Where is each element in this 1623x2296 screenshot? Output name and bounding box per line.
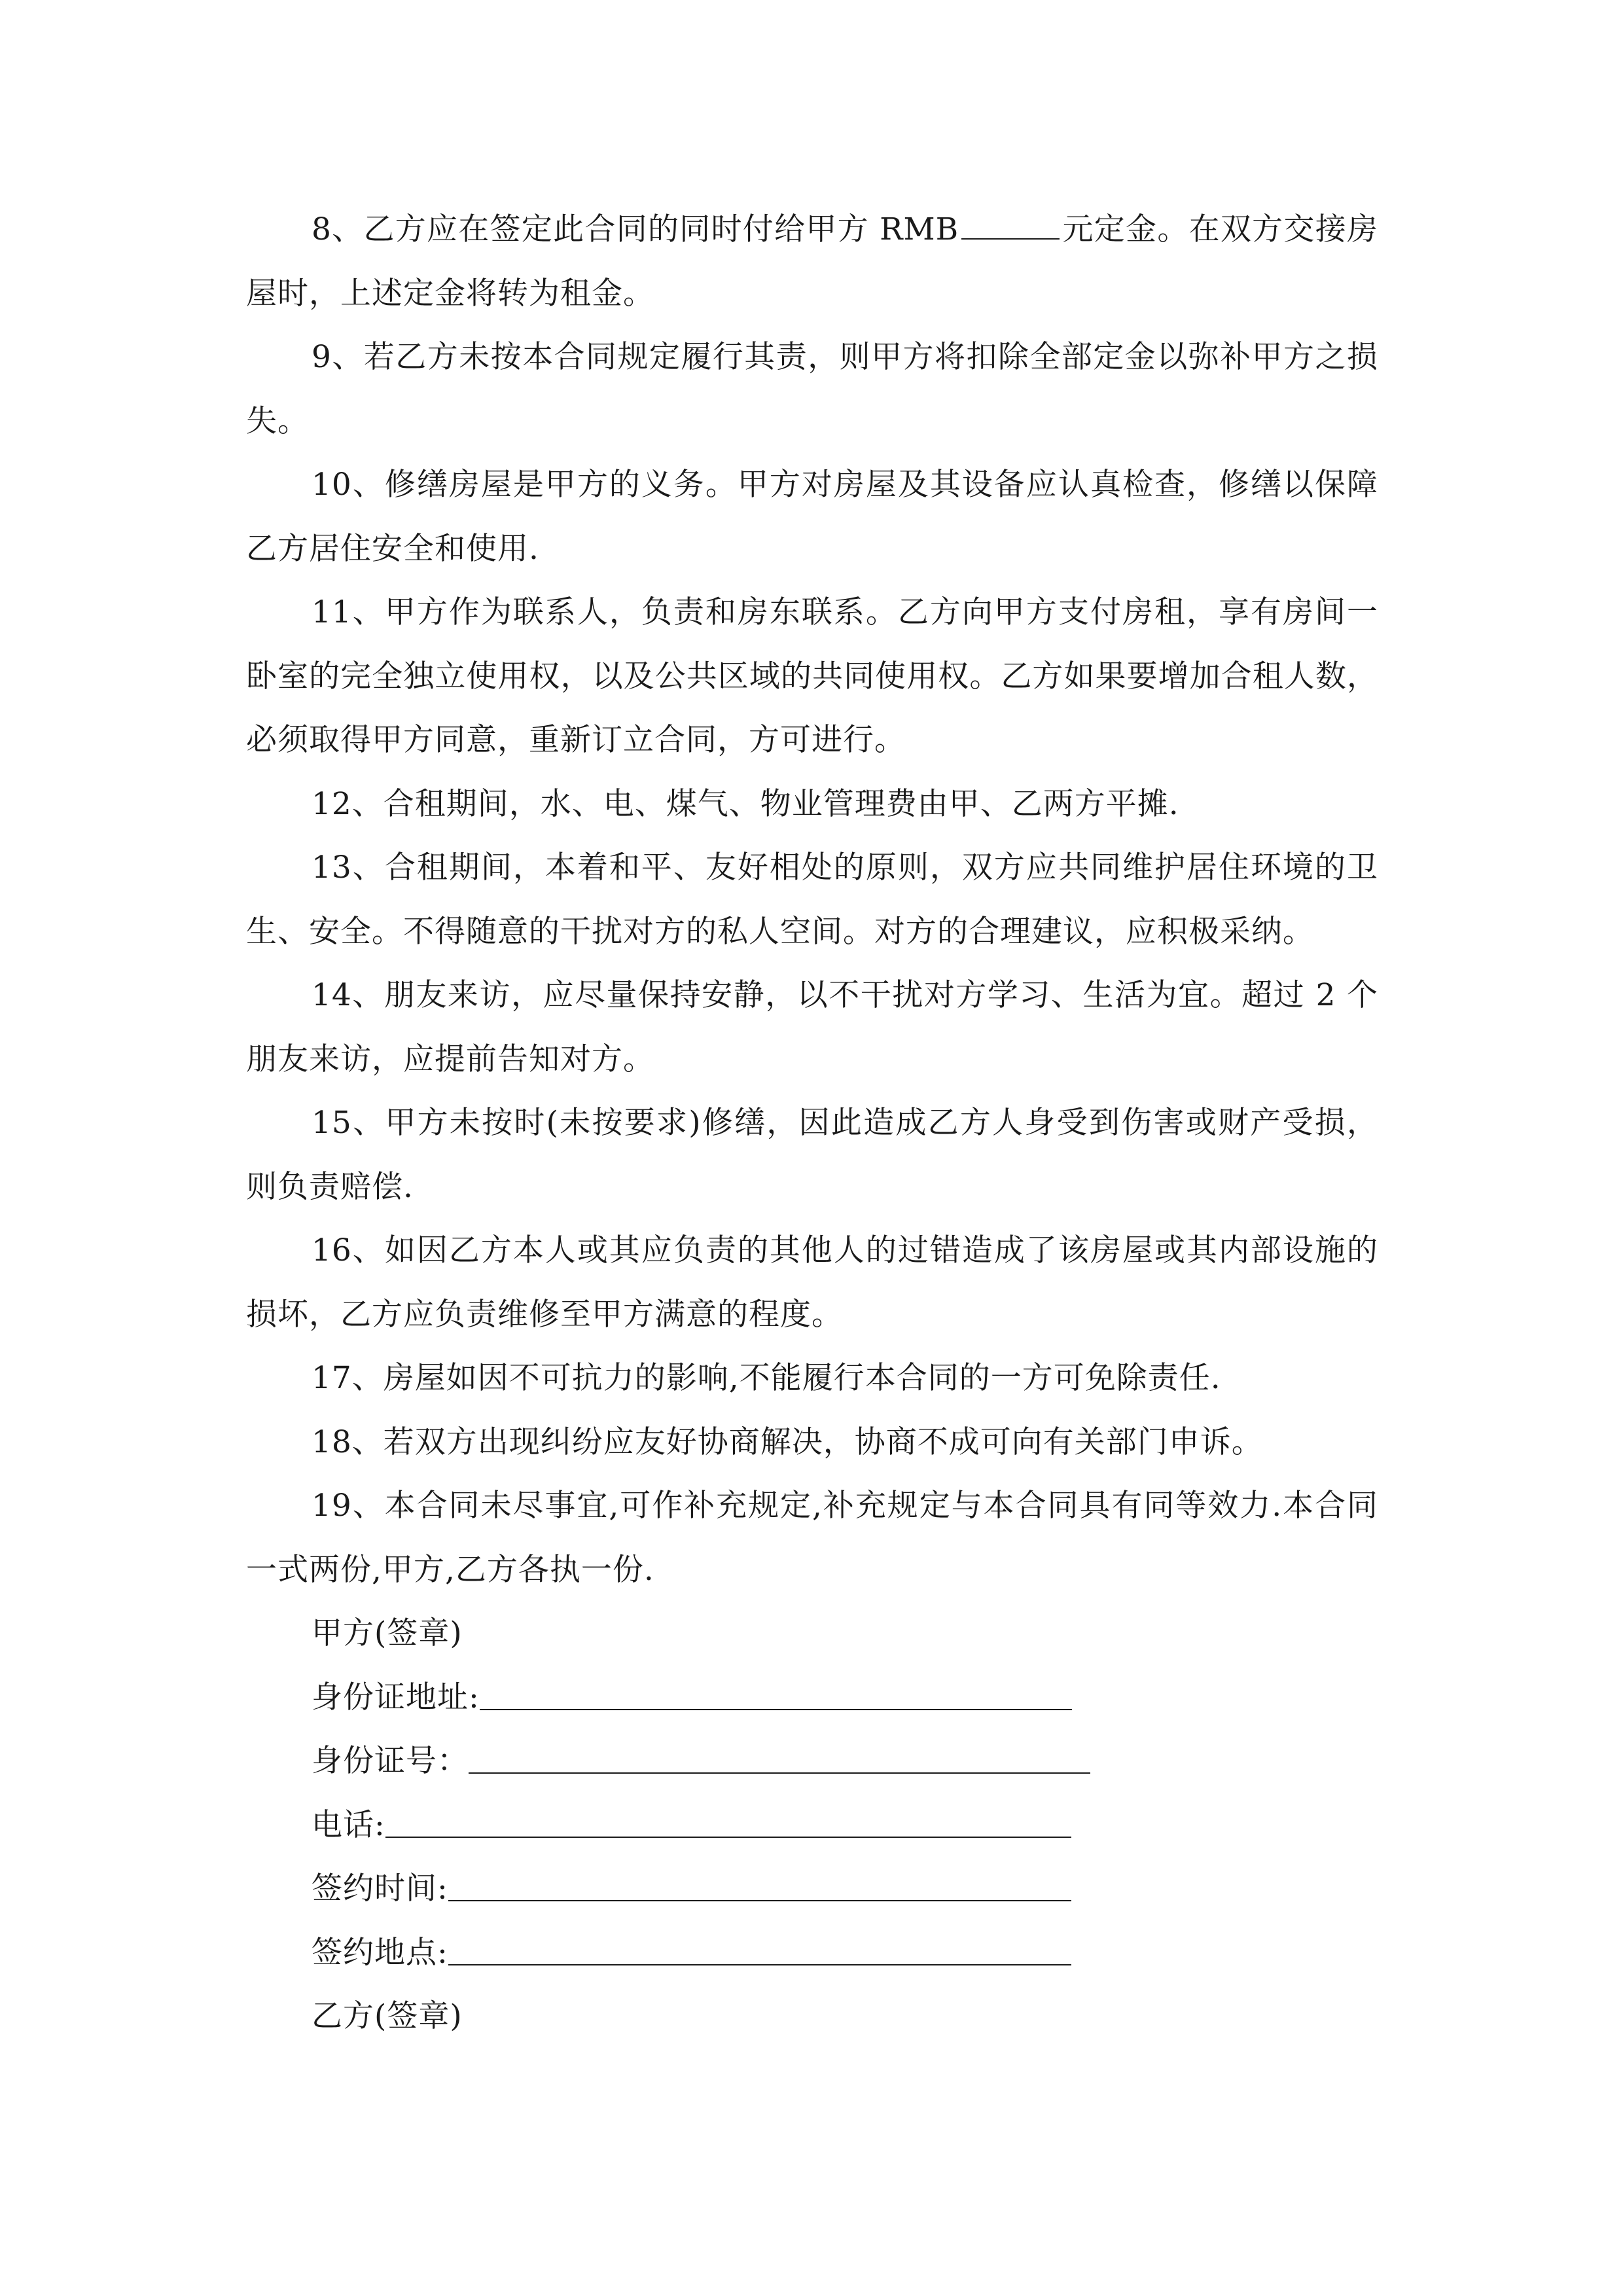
phone-row: 电话: [246, 1793, 1378, 1857]
phone-line[interactable] [385, 1836, 1071, 1838]
clause-19: 19、本合同未尽事宜,可作补充规定,补充规定与本合同具有同等效力.本合同一式两份,甲方,乙方各执一份. [246, 1488, 1378, 1588]
party-b-signature: 乙方(签章) [312, 1998, 463, 2034]
clause-9: 9、若乙方未按本合同规定履行其责，则甲方将扣除全部定金以弥补甲方之损失。 [246, 339, 1378, 439]
clause-11: 11、甲方作为联系人，负责和房东联系。乙方向甲方支付房租，享有房间一卧室的完全独立使用权，以及公共区域的共同使用权。乙方如果要增加合租人数，必须取得甲方同意，重新订立合同，方可进行。 [246, 594, 1378, 758]
clause-16: 16、如因乙方本人或其应负责的其他人的过错造成了该房屋或其内部设施的损坏，乙方应负责维修至甲方满意的程度。 [246, 1232, 1378, 1333]
clause-15: 15、甲方未按时(未按要求)修缮，因此造成乙方人身受到伤害或财产受损，则负责赔偿. [246, 1105, 1378, 1205]
sign-place-line[interactable] [448, 1964, 1071, 1965]
id-number-row: 身份证号： [246, 1729, 1378, 1793]
party-a-signature: 甲方(签章) [312, 1615, 463, 1651]
contract-body [246, 198, 1378, 2049]
clause-10: 10、修缮房屋是甲方的义务。甲方对房屋及其设备应认真检查，修缮以保障乙方居住安全和使用. [246, 467, 1378, 567]
clause-14: 14、朋友来访，应尽量保持安静，以不干扰对方学习、生活为宜。超过 2 个朋友来访，应提前告知对方。 [246, 977, 1378, 1077]
clause-8: 8、乙方应在签定此合同的同时付给甲方 RMB 元定金。在双方交接房屋时，上述定金将转为租金。 [246, 211, 1378, 312]
sign-time-row: 签约时间: [246, 1857, 1378, 1921]
sign-time-line[interactable] [448, 1899, 1071, 1901]
id-address-row: 身份证地址: [246, 1666, 1378, 1730]
clause-17: 17、房屋如因不可抗力的影响,不能履行本合同的一方可免除责任. [312, 1360, 1221, 1396]
clause-13: 13、合租期间，本着和平、友好相处的原则，双方应共同维护居住环境的卫生、安全。不得随意的干扰对方的私人空间。对方的合理建议，应积极采纳。 [246, 850, 1378, 950]
deposit-blank [961, 238, 1060, 240]
sign-place-row: 签约地点: [246, 1921, 1378, 1985]
id-number-line[interactable] [469, 1772, 1090, 1774]
clause-12: 12、合租期间，水、电、煤气、物业管理费由甲、乙两方平摊. [312, 785, 1179, 822]
clause-18: 18、若双方出现纠纷应友好协商解决，协商不成可向有关部门申诉。 [312, 1424, 1263, 1460]
id-address-line[interactable] [480, 1708, 1072, 1710]
